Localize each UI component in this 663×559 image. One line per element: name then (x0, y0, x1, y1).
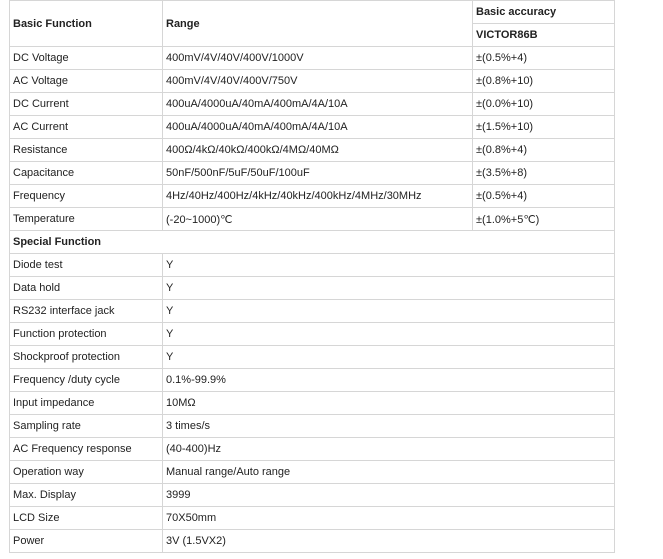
special-row (10, 507, 615, 530)
basic-row (10, 70, 615, 93)
special-name: Diode test (10, 254, 163, 277)
special-value: Y (163, 323, 615, 346)
function-range: 400mV/4V/40V/400V/750V (163, 70, 473, 93)
special-row (10, 346, 615, 369)
special-name: Power (10, 530, 163, 553)
special-row (10, 530, 615, 553)
special-row (10, 484, 615, 507)
function-accuracy: ±(0.0%+10) (473, 93, 615, 116)
function-accuracy: ±(1.5%+10) (473, 116, 615, 139)
function-range: 400uA/4000uA/40mA/400mA/4A/10A (163, 93, 473, 116)
basic-row (10, 116, 615, 139)
special-name: Data hold (10, 277, 163, 300)
function-name: Capacitance (10, 162, 163, 185)
special-name: Max. Display (10, 484, 163, 507)
function-accuracy: ±(0.8%+4) (473, 139, 615, 162)
function-range: 4Hz/40Hz/400Hz/4kHz/40kHz/400kHz/4MHz/30MHz (163, 185, 473, 208)
function-name: Frequency (10, 185, 163, 208)
function-accuracy: ±(0.5%+4) (473, 185, 615, 208)
spec-table (9, 0, 615, 553)
special-row (10, 277, 615, 300)
special-value: 0.1%-99.9% (163, 369, 615, 392)
special-name: Frequency /duty cycle (10, 369, 163, 392)
function-accuracy: ±(1.0%+5℃) (473, 208, 615, 231)
special-value: 70X50mm (163, 507, 615, 530)
special-row (10, 438, 615, 461)
header-basic-function: Basic Function (10, 1, 163, 47)
header-row (10, 1, 615, 24)
special-name: RS232 interface jack (10, 300, 163, 323)
special-name: AC Frequency response (10, 438, 163, 461)
special-value: Y (163, 277, 615, 300)
function-name: AC Current (10, 116, 163, 139)
function-accuracy: ±(0.5%+4) (473, 47, 615, 70)
basic-row (10, 93, 615, 116)
special-row (10, 300, 615, 323)
function-name: AC Voltage (10, 70, 163, 93)
special-value: 10MΩ (163, 392, 615, 415)
special-value: Y (163, 300, 615, 323)
function-range: 400mV/4V/40V/400V/1000V (163, 47, 473, 70)
header-range: Range (163, 1, 473, 47)
special-value: Manual range/Auto range (163, 461, 615, 484)
special-row (10, 415, 615, 438)
header-model: VICTOR86B (473, 24, 615, 47)
special-value: 3 times/s (163, 415, 615, 438)
special-name: LCD Size (10, 507, 163, 530)
basic-row (10, 47, 615, 70)
special-value: Y (163, 346, 615, 369)
basic-row (10, 162, 615, 185)
special-name: Input impedance (10, 392, 163, 415)
special-name: Shockproof protection (10, 346, 163, 369)
basic-row (10, 185, 615, 208)
function-range: 400Ω/4kΩ/40kΩ/400kΩ/4MΩ/40MΩ (163, 139, 473, 162)
special-value: 3999 (163, 484, 615, 507)
special-value: (40-400)Hz (163, 438, 615, 461)
special-title-row (10, 231, 615, 254)
special-row (10, 369, 615, 392)
function-accuracy: ±(0.8%+10) (473, 70, 615, 93)
special-name: Function protection (10, 323, 163, 346)
basic-row (10, 208, 615, 231)
function-range: 50nF/500nF/5uF/50uF/100uF (163, 162, 473, 185)
special-function-title: Special Function (10, 231, 615, 254)
special-value: 3V (1.5VX2) (163, 530, 615, 553)
function-name: DC Voltage (10, 47, 163, 70)
special-value: Y (163, 254, 615, 277)
special-row (10, 392, 615, 415)
function-name: DC Current (10, 93, 163, 116)
function-accuracy: ±(3.5%+8) (473, 162, 615, 185)
function-range: 400uA/4000uA/40mA/400mA/4A/10A (163, 116, 473, 139)
special-name: Operation way (10, 461, 163, 484)
function-name: Resistance (10, 139, 163, 162)
special-row (10, 254, 615, 277)
function-range: (-20~1000)℃ (163, 208, 473, 231)
basic-row (10, 139, 615, 162)
special-row (10, 461, 615, 484)
special-name: Sampling rate (10, 415, 163, 438)
special-row (10, 323, 615, 346)
header-basic-accuracy: Basic accuracy (473, 1, 615, 24)
function-name: Temperature (10, 208, 163, 231)
